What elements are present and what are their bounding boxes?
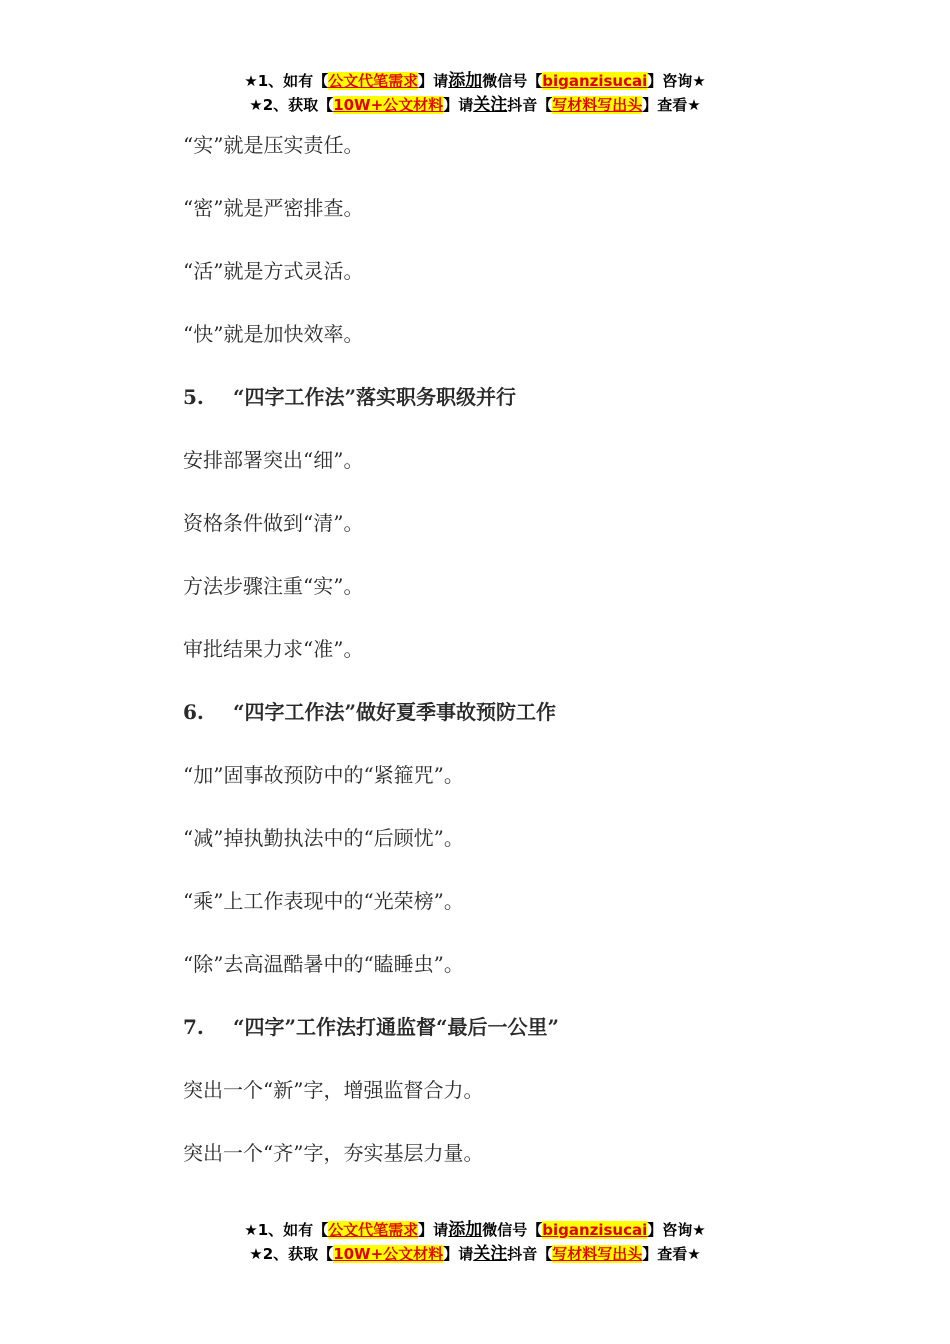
- banner-underline: 添加: [448, 1220, 483, 1240]
- banner-line-1: [0, 1218, 950, 1242]
- banner-highlight: biganzisucai: [542, 1221, 648, 1239]
- banner-text: 微信号【: [482, 1221, 543, 1239]
- paragraph: “减”掉执勤执法中的“后顾忧”。: [183, 826, 464, 850]
- banner-text: 】查看★: [642, 1245, 701, 1263]
- banner-highlight: 写材料写出头: [552, 96, 643, 114]
- paragraph: “实”就是压实责任。: [183, 133, 364, 157]
- heading-number: 5.: [183, 385, 204, 409]
- banner-line-2: [0, 1242, 950, 1266]
- banner-text: 】请: [418, 1221, 449, 1239]
- heading-text: “四字工作法”落实职务职级并行: [233, 385, 517, 409]
- heading-number: 6.: [183, 700, 204, 724]
- paragraph: 方法步骤注重“实”。: [183, 574, 364, 598]
- paragraph: “乘”上工作表现中的“光荣榜”。: [183, 889, 464, 913]
- banner-highlight: 10W+公文材料: [333, 96, 444, 114]
- section-heading-7: [183, 1013, 559, 1041]
- banner-highlight: biganzisucai: [542, 72, 648, 90]
- banner-text: ★2、获取【: [249, 1245, 334, 1263]
- banner-underline: 关注: [473, 95, 508, 115]
- banner-text: 】查看★: [642, 96, 701, 114]
- paragraph: “除”去高温酷暑中的“瞌睡虫”。: [183, 952, 464, 976]
- paragraph: “活”就是方式灵活。: [183, 259, 364, 283]
- banner-highlight: 公文代笔需求: [328, 72, 419, 90]
- paragraph: 审批结果力求“准”。: [183, 637, 364, 661]
- heading-text: “四字”工作法打通监督“最后一公里”: [233, 1015, 560, 1039]
- banner-text: 】请: [443, 96, 474, 114]
- banner-text: ★1、如有【: [244, 1221, 329, 1239]
- paragraph: “快”就是加快效率。: [183, 322, 364, 346]
- banner-line-2: [0, 93, 950, 117]
- banner-text: ★2、获取【: [249, 96, 334, 114]
- paragraph: 资格条件做到“清”。: [183, 511, 364, 535]
- section-heading-6: [183, 698, 556, 726]
- paragraph: “密”就是严密排查。: [183, 196, 364, 220]
- paragraph: 突出一个“齐”字，夯实基层力量。: [183, 1141, 484, 1165]
- banner-underline: 添加: [448, 71, 483, 91]
- footer-banner: [0, 1218, 950, 1266]
- banner-text: 微信号【: [482, 72, 543, 90]
- banner-text: 】咨询★: [647, 72, 706, 90]
- banner-underline: 关注: [473, 1244, 508, 1264]
- paragraph: “加”固事故预防中的“紧箍咒”。: [183, 763, 464, 787]
- banner-text: 】请: [443, 1245, 474, 1263]
- banner-highlight: 写材料写出头: [552, 1245, 643, 1263]
- banner-highlight: 10W+公文材料: [333, 1245, 444, 1263]
- banner-highlight: 公文代笔需求: [328, 1221, 419, 1239]
- banner-text: 】请: [418, 72, 449, 90]
- banner-text: 抖音【: [507, 96, 553, 114]
- banner-text: 】咨询★: [647, 1221, 706, 1239]
- section-heading-5: [183, 383, 516, 411]
- banner-text: ★1、如有【: [244, 72, 329, 90]
- header-banner: [0, 69, 950, 117]
- heading-text: “四字工作法”做好夏季事故预防工作: [233, 700, 557, 724]
- heading-number: 7.: [183, 1015, 204, 1039]
- banner-text: 抖音【: [507, 1245, 553, 1263]
- paragraph: 突出一个“新”字，增强监督合力。: [183, 1078, 484, 1102]
- paragraph: 安排部署突出“细”。: [183, 448, 364, 472]
- banner-line-1: [0, 69, 950, 93]
